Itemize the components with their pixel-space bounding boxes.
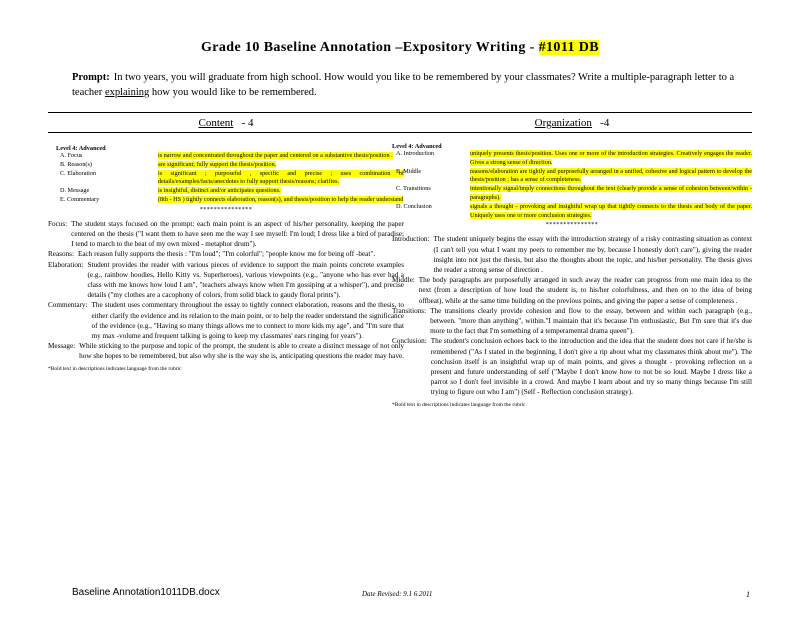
- annotation-paragraph: [48, 341, 404, 361]
- organization-annotations: [392, 234, 752, 397]
- annotation-text: The transitions clearly provide cohesion and flow to the essay, between and within each paragraph (e.g., between. "more than anything", within."I maintain that it's because I'm enthusiastic, But I'm sure that it's due more to the fact that I'm something of a temperamental drama queen").: [430, 306, 752, 336]
- footer-date: Date Revised: 9.1 6.2011: [362, 590, 433, 598]
- organization-criteria: [392, 150, 752, 220]
- annotation-paragraph: [48, 300, 404, 341]
- annotation-label: Middle:: [392, 276, 415, 285]
- document-title: [0, 40, 800, 56]
- organization-heading-label: Organization: [534, 117, 592, 129]
- criterion-label: C. Transitions: [396, 185, 431, 193]
- criterion-row: [392, 185, 752, 203]
- annotation-label: Conclusion:: [392, 337, 427, 346]
- annotation-paragraph: [48, 219, 404, 250]
- criterion-label: B. Reason(s): [60, 160, 92, 168]
- organization-heading: [392, 117, 752, 131]
- criterion-row: [48, 196, 404, 205]
- criterion-text: reasons/elaboration are tightly and purposefully arranged in a unified, cohesive and logical pattern to develop the thesis/position ; has a sense of completeness.: [470, 167, 752, 184]
- organization-column: [392, 117, 752, 408]
- criterion-text: intentionally signal/imply connections throughout the text (clearly provide a sense of cohesion between/within - paragraphs).: [470, 185, 752, 201]
- annotation-paragraph: [48, 249, 404, 259]
- annotation-label: Commentary:: [48, 301, 88, 310]
- footer-page-number: 1: [746, 590, 750, 599]
- prompt-text-after: how you would like to be remembered.: [149, 87, 317, 98]
- criterion-row: [392, 168, 752, 186]
- criterion-text: is narrow and concentrated throughout the paper and centered on a substantive thesis/position .: [158, 152, 393, 159]
- content-criteria: [48, 152, 404, 205]
- annotation-text: The student uses commentary throughout the essay to tightly connect elaboration, reasons and the thesis, to either clarify the evidence and its relation to the main point, or to help the reader understand the significance of the evidence (e.g., "Having so many things allows me to connect to more kids my age", and "I'm sure that my max -volume and frequent talking is going to keep my classmates' ears ringing for years").: [91, 301, 404, 341]
- criterion-text: is insightful, distinct and/or anticipates questions.: [158, 187, 281, 195]
- footer-filename: Baseline Annotation1011DB.docx: [72, 587, 220, 598]
- content-note: *Bold text in descriptions indicates language from the rubric: [48, 365, 182, 372]
- annotation-text: Student provides the reader with various pieces of evidence to support the main points concrete examples (e.g., rainbow hoodies, Hello Kitty vs. Superheroes), various viewpoints (e.g., "anyone who has ever had a class with me knows how loud I am", "teachers always know when I'm gossiping at a whisper"), and precise details ("my clothes are a cacophony of colors, from solid black to gaudy floral prints").: [87, 260, 404, 300]
- annotation-label: Transitions:: [392, 306, 427, 315]
- content-heading-label: Content: [198, 117, 234, 129]
- annotation-label: Reasons:: [48, 250, 74, 259]
- criterion-row: [392, 203, 752, 221]
- annotation-text: The body paragraphs are purposefully arranged in such away the reader can progress from one main idea to the next (from a description of how loud the student is, to his/her colorfulness, and then on to the idea of being offbeat), while at the same time building on the previous points, and giving the paper a sense of completeness .: [418, 276, 752, 305]
- annotation-text: The student uniquely begins the essay with the introduction strategy of a risky contrasting situation as context (I can't tell you what I want my peers to remember me by, because I honestly don't care"), giving the reader insight into not just the thesis, but also the thoughts about the topic, and his/her personality. The thesis gives the reader a strong sense of direction .: [433, 235, 752, 274]
- criterion-label: A. Focus: [60, 152, 83, 159]
- annotation-text: The student's conclusion echoes back to the introduction and the idea that the student does not care if he/she is remembered ("As I stated in the beginning, I don't give a rip about what my classmates think about me"). The conclusion itself is an insightful wrap up of main points, and gives a thought - provoking reflection on a present and future understanding of self ("Maybe I don't know how to not be so loud. Maybe I dress like a parrot so I don't feel invisible in a crowd. And maybe I learn about and try so many things because I'm still trying to figure out who I am") (Self - Reflection conclusion strategy).: [430, 337, 752, 397]
- criterion-text: signals a thought - provoking and insightful wrap up that tightly connects to the thesis and body of the paper. Uniquely uses one or more conclusion strategies.: [470, 202, 752, 219]
- organization-level: Level 4: Advanced: [392, 143, 442, 150]
- organization-stars: ***************: [545, 222, 599, 229]
- criterion-row: [48, 152, 404, 161]
- criterion-row: [48, 187, 404, 196]
- criterion-row: [48, 161, 404, 170]
- criterion-row: [48, 170, 404, 188]
- criterion-label: A. Introduction: [396, 150, 435, 157]
- annotation-label: Introduction:: [392, 235, 430, 244]
- criterion-text: is significant ; purposeful , specific and precise ; uses combination of details/examples/facts/anecdotes to fully support thesis/reasons; clarifies.: [158, 169, 404, 186]
- content-column: [48, 117, 404, 372]
- annotation-label: Focus:: [48, 219, 68, 228]
- criterion-label: C. Elaboration: [60, 169, 97, 177]
- organization-heading-rule: [392, 132, 752, 133]
- annotation-paragraph: [392, 234, 752, 275]
- criterion-text: are significant; fully support the thesis/position.: [158, 160, 277, 168]
- criterion-label: B. Middle: [396, 167, 422, 175]
- divider: [48, 112, 752, 113]
- prompt: [72, 70, 752, 100]
- annotation-text: While sticking to the purpose and topic of the prompt, the student is able to create a distinct message of not only how she hopes to be remembered, but also why she is the way she is, anticipating questions the reader may have.: [79, 342, 404, 361]
- content-heading: [48, 117, 404, 131]
- criterion-row: [392, 150, 752, 168]
- content-stars: ***************: [199, 206, 253, 213]
- annotation-label: Elaboration:: [48, 260, 84, 269]
- annotation-label: Message:: [48, 342, 76, 351]
- annotation-paragraph: [392, 306, 752, 337]
- criterion-label: D. Conclusion: [396, 202, 432, 210]
- title-main: Grade 10 Baseline Annotation –Expository Writing -: [200, 40, 539, 55]
- annotation-text: Each reason fully supports the thesis : "I'm loud"; "I'm colorful"; "people know me for being off -beat".: [77, 250, 376, 259]
- organization-score: -4: [600, 117, 610, 129]
- prompt-underlined: explaining: [104, 87, 150, 98]
- title-id: #1011 DB: [538, 40, 600, 55]
- criterion-text: uniquely presents thesis/position. Uses one or more of the introduction strategies. Creatively engages the reader. Gives a strong sense of direction.: [470, 150, 752, 166]
- prompt-text-before: In two years, you will graduate from high school. How would you like to be remembered by your classmates? Write a multiple-paragraph letter to a teacher: [72, 72, 735, 98]
- organization-note: *Bold text in descriptions indicates language from the rubric: [392, 401, 526, 408]
- criterion-text: (8th - HS ) tightly connects elaboration, reason(s), and thesis/position to help the reader understand: [158, 195, 404, 203]
- annotation-paragraph: [392, 336, 752, 397]
- annotation-paragraph: [392, 275, 752, 306]
- criterion-label: D. Message: [60, 187, 90, 195]
- content-score: - 4: [241, 117, 254, 129]
- content-annotations: [48, 219, 404, 362]
- prompt-label: Prompt:: [72, 72, 110, 83]
- annotation-paragraph: [48, 260, 404, 301]
- annotation-text: The student stays focused on the prompt: each main point is an aspect of his/her personality, keeping the paper centered on the thesis ("I want them to have seen me the way I see myself: I'm loud; I dress like a bird of paradise; I tend to march to the beat of my own mixed - metaphor drum").: [71, 219, 404, 249]
- content-heading-rule: [48, 132, 404, 133]
- criterion-label: E. Commentary: [60, 195, 100, 203]
- content-level: Level 4: Advanced: [56, 145, 106, 152]
